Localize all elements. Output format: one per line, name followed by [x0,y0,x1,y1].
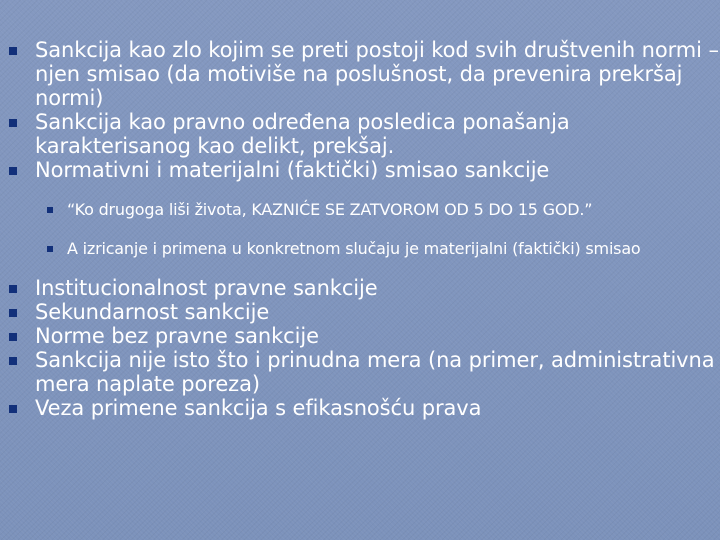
square-bullet-icon [9,357,17,365]
list-item [0,38,720,110]
item-text: Institucionalnost pravne sankcije [35,276,378,300]
item-text: Veza primene sankcija s efikasnošću prava [35,396,482,420]
square-bullet-icon [9,167,17,175]
list-item [0,396,720,420]
list-item [0,348,720,396]
square-bullet-icon [47,246,53,252]
list-item [0,110,720,158]
item-text: Sankcija kao pravno određena posledica ponašanja karakterisanog kao delikt, prekšaj. [35,110,570,158]
square-bullet-icon [9,119,17,127]
square-bullet-icon [9,47,17,55]
list-item [0,324,720,348]
sub-list [0,198,720,260]
list-item [0,276,720,300]
sub-list-item [0,237,720,260]
bullet-list [0,38,720,420]
item-text: Sekundarnost sankcije [35,300,270,324]
list-item [0,300,720,324]
square-bullet-icon [9,309,17,317]
square-bullet-icon [9,405,17,413]
square-bullet-icon [9,333,17,341]
sub-item-text: “Ko drugoga liši života, KAZNIĆE SE ZATVOROM OD 5 DO 15 GOD.” [67,200,593,219]
sub-list-item [0,198,720,221]
item-text: Sankcija nije isto što i prinudna mera (na primer, administrativna mera naplate poreza) [35,348,715,396]
item-text: Sankcija kao zlo kojim se preti postoji kod svih društvenih normi – njen smisao (da motiviše na poslušnost, da prevenira prekršaj normi) [35,38,719,110]
square-bullet-icon [47,207,53,213]
slide-content [0,38,720,420]
item-text: Norme bez pravne sankcije [35,324,319,348]
sub-item-text: A izricanje i primena u konkretnom slučaju je materijalni (faktički) smisao [67,239,641,258]
list-item [0,158,720,182]
square-bullet-icon [9,285,17,293]
item-text: Normativni i materijalni (faktički) smisao sankcije [35,158,550,182]
